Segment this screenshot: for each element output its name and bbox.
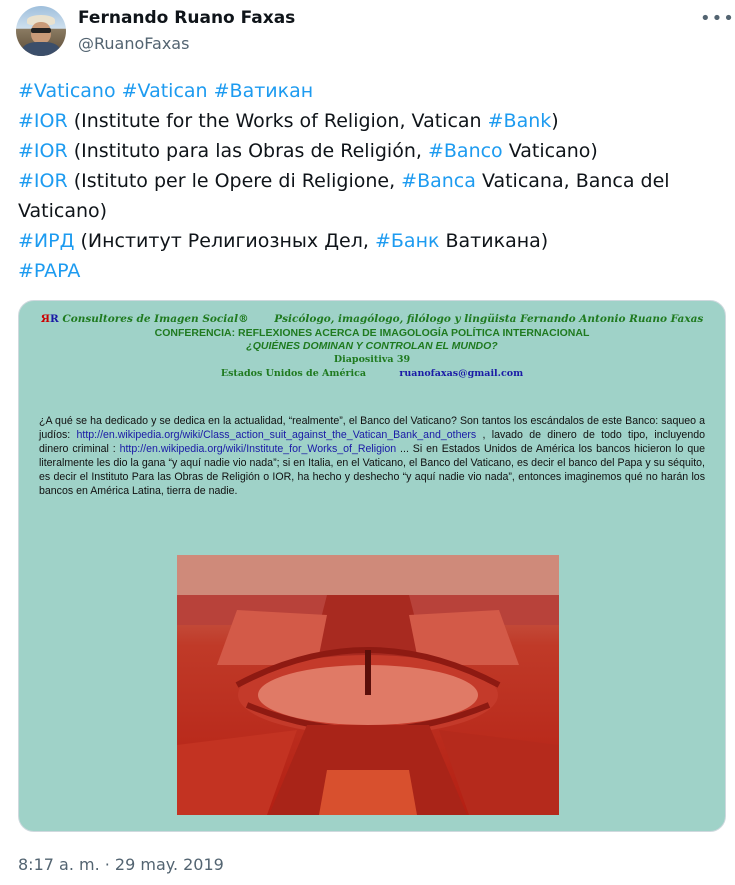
hashtag-link[interactable]: #IOR (18, 170, 68, 192)
tweet-text-segment: (Istituto per le Opere di Religione, (67, 170, 402, 192)
link-ior: http://en.wikipedia.org/wiki/Institute_for_Works_of_Religion (119, 443, 397, 455)
tweet-text (18, 76, 718, 286)
tweet-line (18, 196, 718, 226)
hashtag-link[interactable]: #Vaticano (18, 80, 116, 102)
logo-letter-1: Я (40, 313, 50, 325)
email: ruanofaxas@gmail.com (399, 368, 524, 379)
tweet-text-segment: (Институт Религиозных Дел, (74, 230, 375, 252)
hashtag-link[interactable]: #Banco (427, 140, 503, 162)
hashtag-link[interactable]: #Банк (374, 230, 440, 252)
st-peters-square-illustration (177, 555, 559, 815)
link-class-action: http://en.wikipedia.org/wiki/Class_action_suit_against_the_Vatican_Bank_and_others (76, 429, 477, 441)
tweet-media[interactable] (18, 300, 726, 832)
timestamp[interactable]: 8:17 a. m. · 29 may. 2019 (18, 855, 224, 874)
hashtag-link[interactable]: #IOR (18, 140, 68, 162)
company-name: Consultores de Imagen Social® (62, 313, 249, 325)
slide-body (39, 414, 705, 498)
logo-letter-2: R (49, 313, 59, 325)
tweet-text-segment: Vaticana, Banca del (475, 170, 670, 192)
hashtag-link[interactable]: #PAPA (18, 260, 81, 282)
tweet-line (18, 76, 718, 106)
tweet-text-segment: Vaticano) (502, 140, 598, 162)
hashtag-link[interactable]: #Vatican (121, 80, 208, 102)
tweet-text-segment: Vaticano) (18, 200, 108, 222)
tweet-line (18, 226, 718, 256)
tweet-text-segment: (Institute for the Works of Religion, Vatican (67, 110, 488, 132)
tweet-line (18, 136, 718, 166)
slide-number: Diapositiva 39 (333, 354, 411, 365)
st-peters-square-photo (177, 555, 559, 815)
tweet-text-segment: Ватикана) (439, 230, 549, 252)
more-options-icon[interactable]: ••• (700, 8, 735, 29)
body-text-1: ¿A qué se ha dedicado y se dedica en la actualidad, “realmente”, el Banco del Vaticano? Son tantos los escándalos de este Banco: saqueo a judíos: (39, 415, 705, 441)
slide-credit-line (19, 313, 725, 325)
conference-question: ¿QUIÉNES DOMINAN Y CONTROLAN EL MUNDO? (246, 340, 498, 352)
tweet-text-segment: (Instituto para las Obras de Religión, (67, 140, 428, 162)
hashtag-link[interactable]: #IOR (18, 110, 68, 132)
slide-header (19, 313, 725, 379)
conference-title: CONFERENCIA: REFLEXIONES ACERCA DE IMAGOLOGÍA POLÍTICA INTERNACIONAL (154, 327, 590, 339)
hashtag-link[interactable]: #Banca (401, 170, 476, 192)
tweet-text-segment: ) (551, 110, 559, 132)
tweet-line (18, 166, 718, 196)
hashtag-link[interactable]: #ИРД (18, 230, 75, 252)
hashtag-link[interactable]: #Ватикан (213, 80, 314, 102)
avatar-face (31, 22, 51, 44)
avatar-sunglasses (31, 28, 51, 33)
tweet-line (18, 106, 718, 136)
author-handle[interactable]: @RuanoFaxas (78, 34, 190, 53)
contact-line (19, 368, 725, 379)
avatar[interactable] (16, 6, 66, 56)
body-text-3: ... Si en Estados Unidos de América los bancos hicieron lo que literalmente les dio la gana “y aquí nadie vio nada”; si en Italia, en el Vaticano, el Banco del Vaticano, es decir el banco del Papa y su séquito, es decir el Instituto Para las Obras de Religión o IOR, ha hecho y deshecho “y aquí nadie vio nada”, entonces imaginemos qué no harán los bancos en América Latina, tierra de nadie. (39, 443, 705, 497)
author-name[interactable]: Fernando Ruano Faxas (78, 8, 296, 28)
avatar-shirt (22, 42, 60, 56)
author-credits: Psicólogo, imagólogo, filólogo y lingüista Fernando Antonio Ruano Faxas (274, 313, 704, 325)
country: Estados Unidos de América (220, 368, 367, 379)
body-text-2: , lavado de dinero de todo tipo, incluyendo dinero criminal : (39, 429, 705, 455)
hashtag-link[interactable]: #Bank (487, 110, 552, 132)
tweet-line (18, 256, 718, 286)
